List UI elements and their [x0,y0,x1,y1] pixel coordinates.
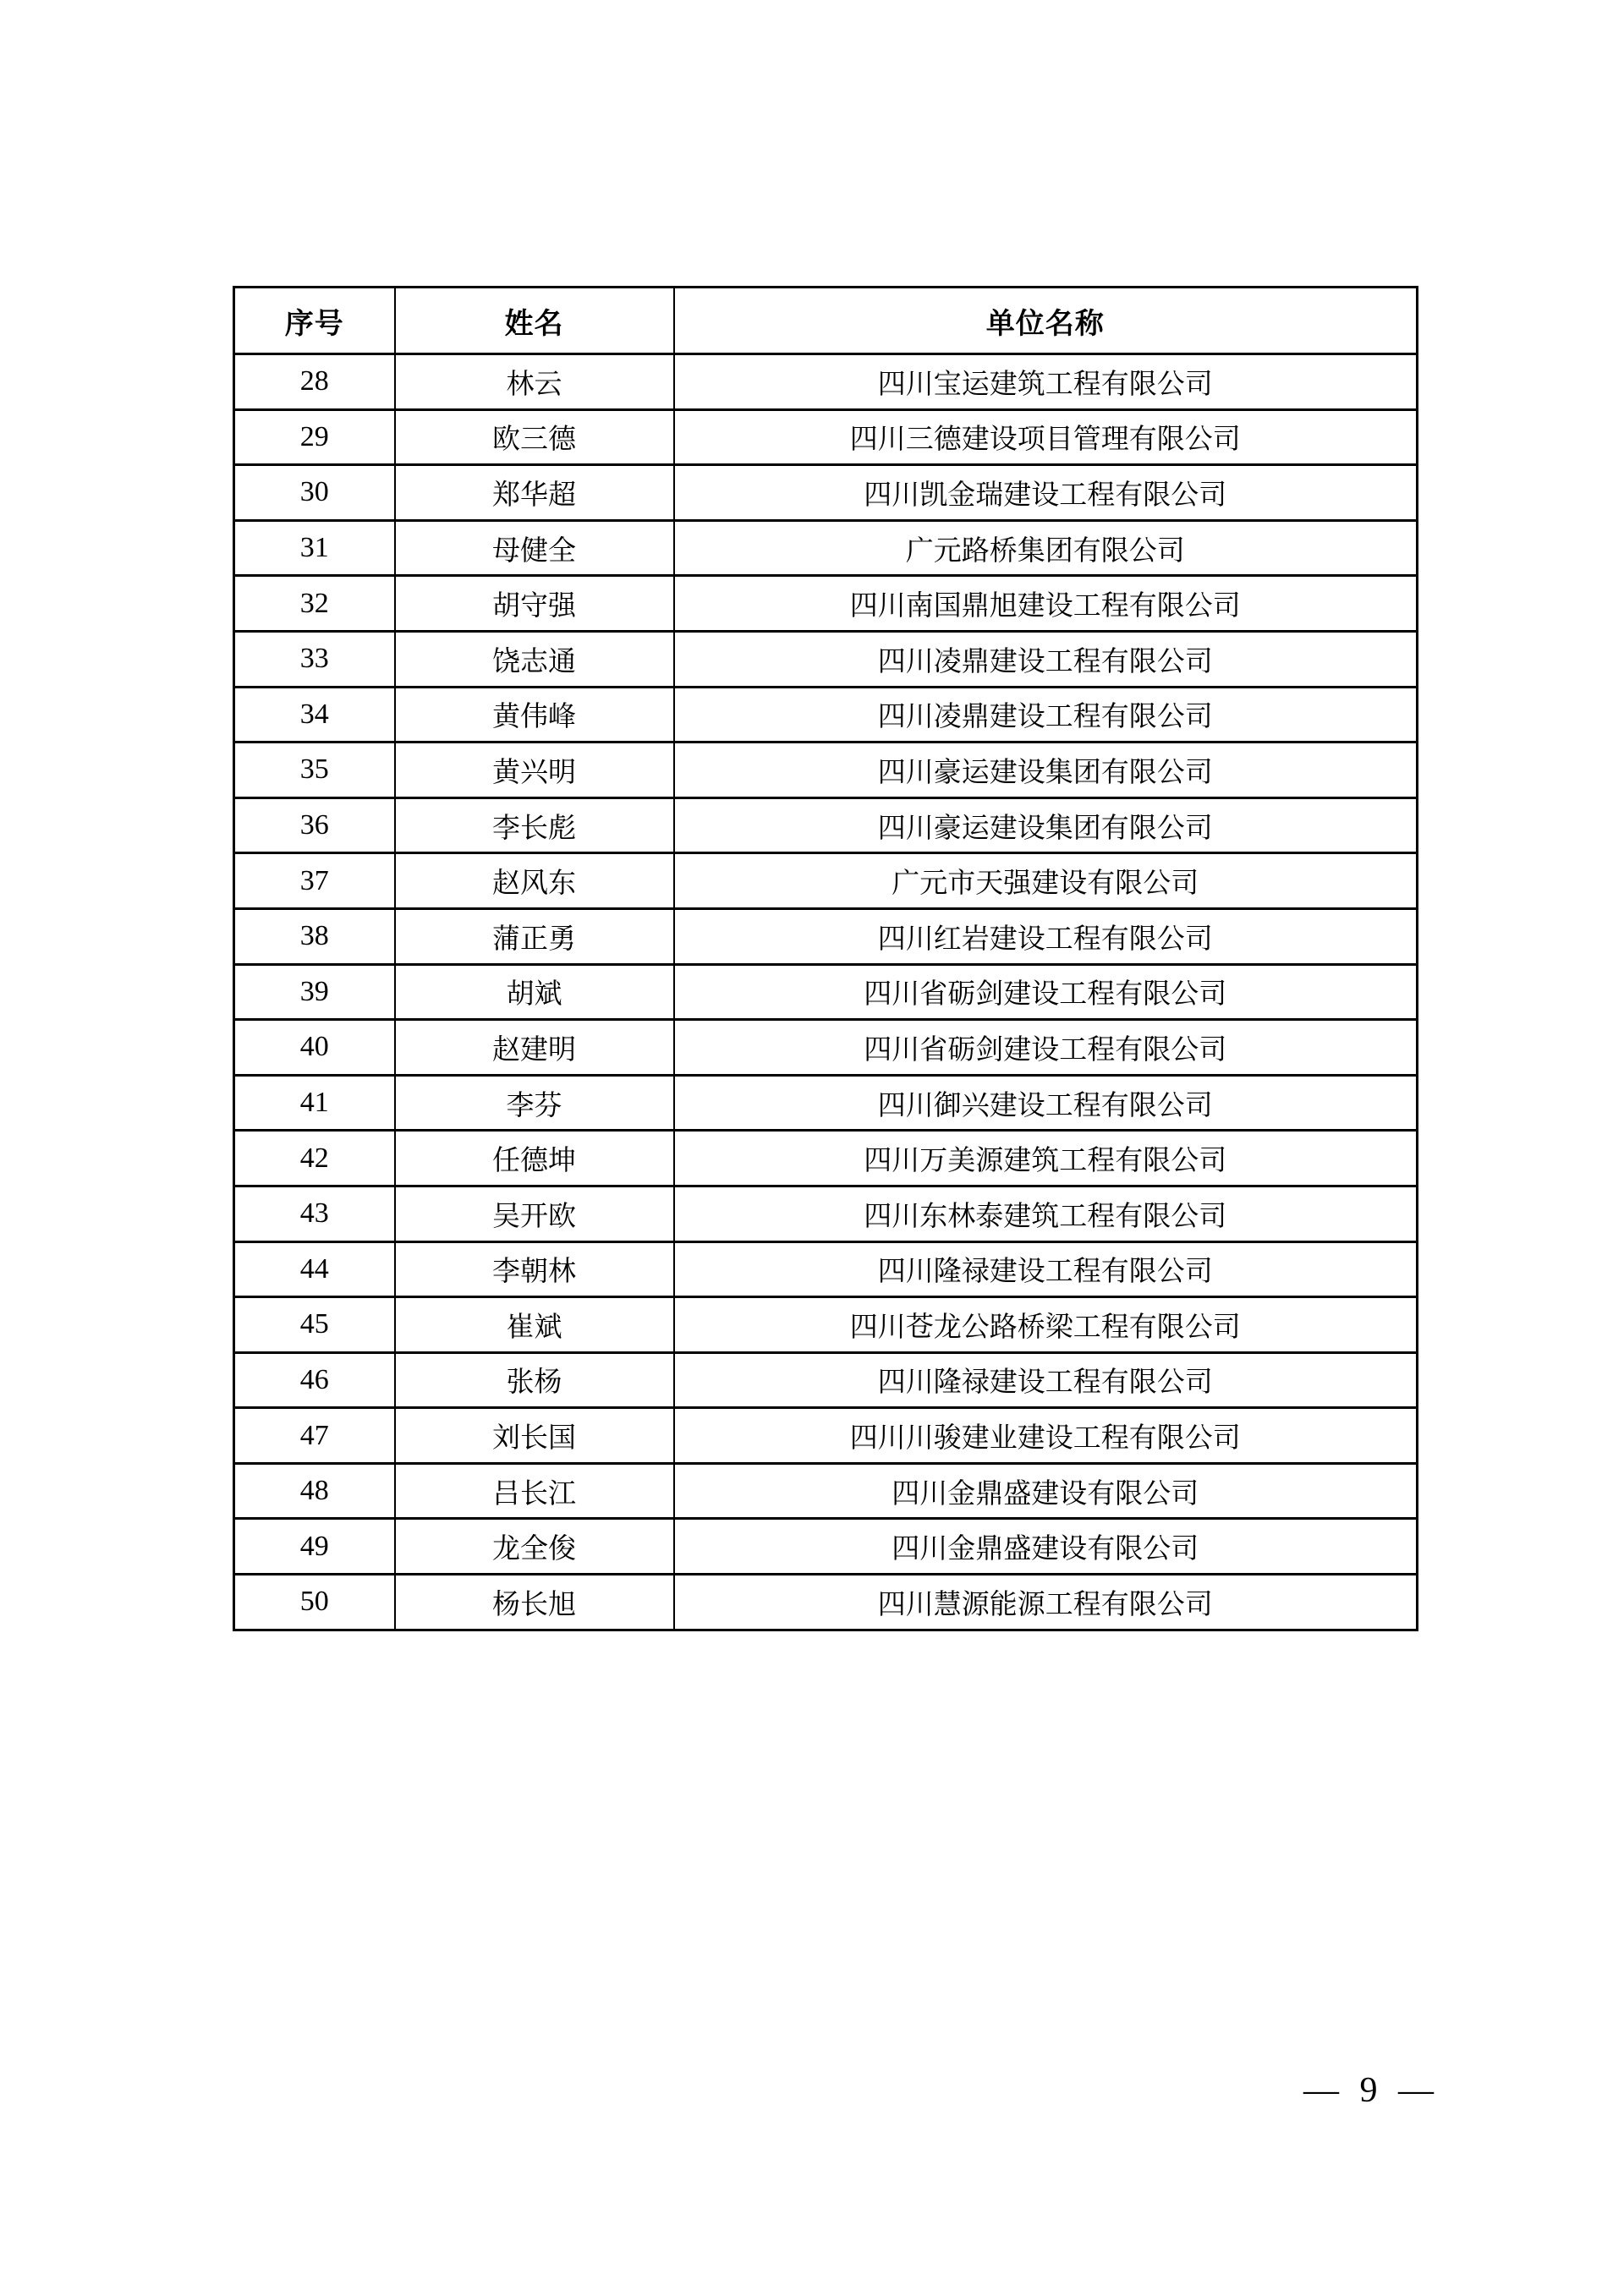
cell-name: 刘长国 [395,1408,674,1464]
cell-company: 四川省砺剑建设工程有限公司 [674,964,1418,1020]
cell-index: 43 [234,1186,395,1241]
cell-index: 38 [234,908,395,964]
cell-index: 28 [234,354,395,410]
table-row [234,853,1418,909]
table-row [234,743,1418,798]
cell-index: 50 [234,1575,395,1630]
cell-index: 31 [234,520,395,576]
cell-index: 33 [234,631,395,687]
header-cell-index: 序号 [234,288,395,354]
cell-company: 四川红岩建设工程有限公司 [674,908,1418,964]
cell-company: 广元路桥集团有限公司 [674,520,1418,576]
roster-table [233,286,1418,1631]
cell-index: 42 [234,1131,395,1186]
table-body [234,354,1418,1630]
cell-name: 吴开欧 [395,1186,674,1241]
cell-name: 欧三德 [395,409,674,465]
cell-name: 蒲正勇 [395,908,674,964]
cell-name: 饶志通 [395,631,674,687]
cell-index: 37 [234,853,395,909]
cell-name: 李长彪 [395,797,674,853]
cell-index: 39 [234,964,395,1020]
table-row [234,1463,1418,1519]
table-row [234,465,1418,521]
cell-name: 赵风东 [395,853,674,909]
cell-company: 四川苍龙公路桥梁工程有限公司 [674,1297,1418,1353]
table-row [234,1186,1418,1241]
cell-company: 四川川骏建业建设工程有限公司 [674,1408,1418,1464]
cell-company: 四川隆禄建设工程有限公司 [674,1352,1418,1408]
cell-company: 四川宝运建筑工程有限公司 [674,354,1418,410]
cell-name: 赵建明 [395,1020,674,1076]
cell-index: 41 [234,1075,395,1131]
cell-index: 36 [234,797,395,853]
cell-name: 李芬 [395,1075,674,1131]
cell-index: 46 [234,1352,395,1408]
table-row [234,1519,1418,1575]
table-row [234,1131,1418,1186]
table-row [234,409,1418,465]
cell-name: 张杨 [395,1352,674,1408]
cell-company: 四川御兴建设工程有限公司 [674,1075,1418,1131]
cell-company: 四川三德建设项目管理有限公司 [674,409,1418,465]
table-row [234,1297,1418,1353]
cell-name: 龙全俊 [395,1519,674,1575]
header-cell-company: 单位名称 [674,288,1418,354]
cell-index: 47 [234,1408,395,1464]
cell-company: 四川金鼎盛建设有限公司 [674,1519,1418,1575]
cell-name: 胡守强 [395,576,674,632]
cell-name: 黄伟峰 [395,687,674,743]
table-row [234,964,1418,1020]
table-header-row [234,288,1418,354]
cell-company: 广元市天强建设有限公司 [674,853,1418,909]
table-row [234,797,1418,853]
cell-name: 林云 [395,354,674,410]
table-row [234,354,1418,410]
cell-name: 任德坤 [395,1131,674,1186]
cell-name: 李朝林 [395,1241,674,1297]
cell-index: 29 [234,409,395,465]
table-row [234,1575,1418,1630]
table-row [234,520,1418,576]
table-row [234,687,1418,743]
cell-company: 四川省砺剑建设工程有限公司 [674,1020,1418,1076]
cell-company: 四川凌鼎建设工程有限公司 [674,687,1418,743]
cell-index: 49 [234,1519,395,1575]
table-row [234,1075,1418,1131]
cell-index: 44 [234,1241,395,1297]
cell-name: 崔斌 [395,1297,674,1353]
cell-company: 四川豪运建设集团有限公司 [674,743,1418,798]
cell-name: 杨长旭 [395,1575,674,1630]
cell-company: 四川凯金瑞建设工程有限公司 [674,465,1418,521]
cell-index: 40 [234,1020,395,1076]
cell-name: 母健全 [395,520,674,576]
table-row [234,1241,1418,1297]
cell-index: 35 [234,743,395,798]
cell-name: 黄兴明 [395,743,674,798]
page-number: — 9 — [1303,2071,1434,2110]
cell-index: 48 [234,1463,395,1519]
table-row [234,631,1418,687]
table-row [234,1020,1418,1076]
cell-company: 四川凌鼎建设工程有限公司 [674,631,1418,687]
cell-index: 34 [234,687,395,743]
cell-company: 四川慧源能源工程有限公司 [674,1575,1418,1630]
cell-index: 30 [234,465,395,521]
table-row [234,1408,1418,1464]
table-row [234,1352,1418,1408]
cell-company: 四川金鼎盛建设有限公司 [674,1463,1418,1519]
cell-company: 四川豪运建设集团有限公司 [674,797,1418,853]
cell-name: 胡斌 [395,964,674,1020]
cell-company: 四川东林泰建筑工程有限公司 [674,1186,1418,1241]
cell-company: 四川隆禄建设工程有限公司 [674,1241,1418,1297]
cell-name: 郑华超 [395,465,674,521]
cell-company: 四川万美源建筑工程有限公司 [674,1131,1418,1186]
table-row [234,576,1418,632]
cell-index: 32 [234,576,395,632]
header-cell-name: 姓名 [395,288,674,354]
cell-company: 四川南国鼎旭建设工程有限公司 [674,576,1418,632]
cell-name: 吕长江 [395,1463,674,1519]
cell-index: 45 [234,1297,395,1353]
table-row [234,908,1418,964]
